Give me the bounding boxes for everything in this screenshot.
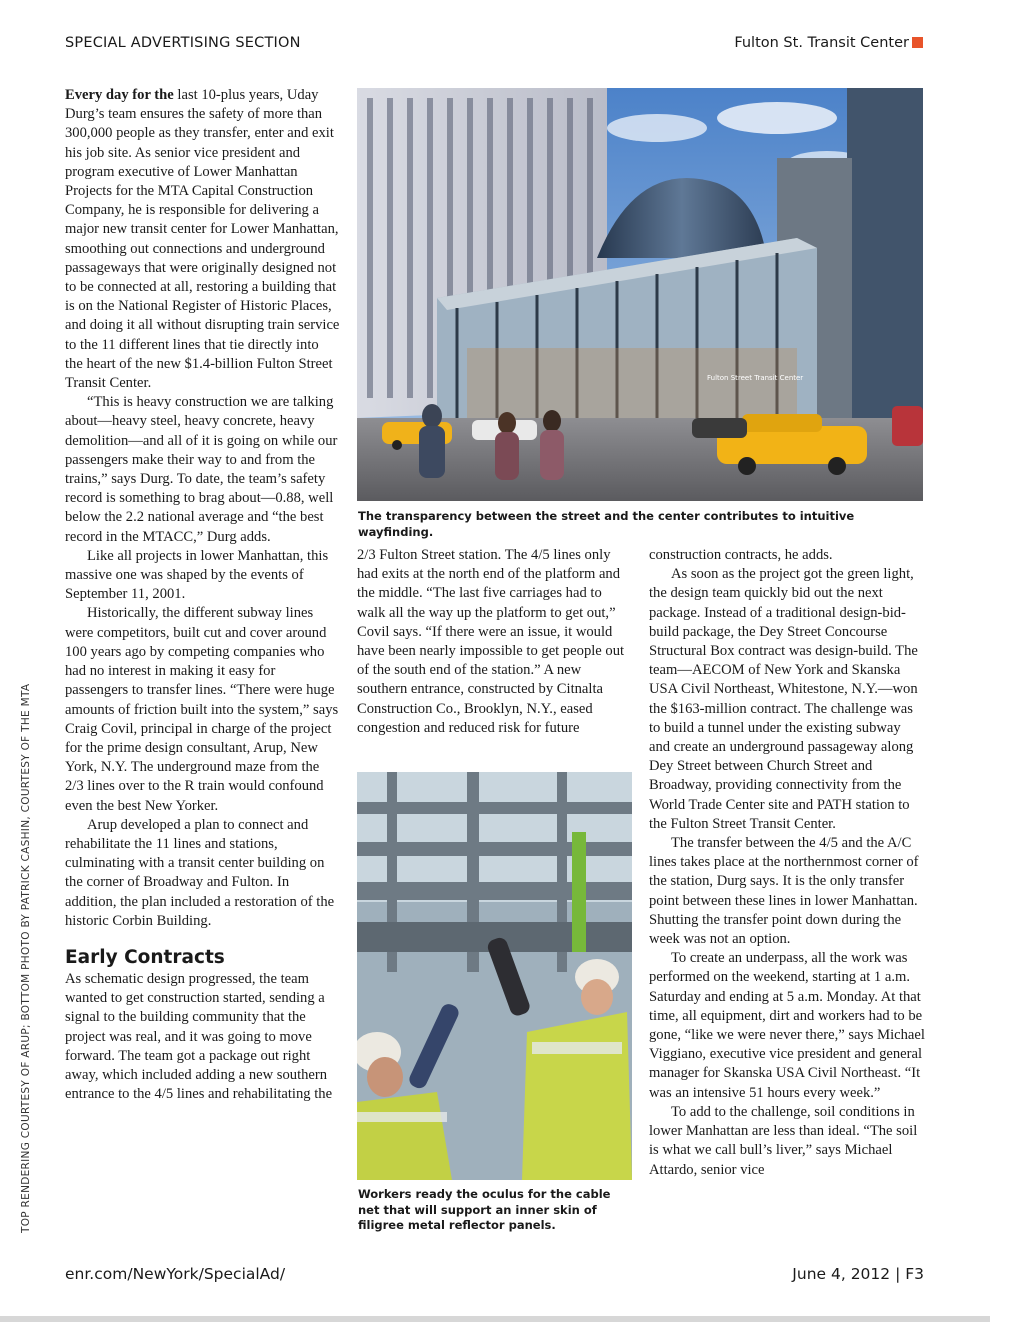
subhead: Early Contracts [65,946,225,968]
article-column-1 [65,86,340,1104]
paragraph: To create an underpass, all the work was performed on the weekend, starting at 1 a.m. Saturday and ending at 5 a.m. Monday. At that time, all equipment, dirt and workers had to be gone, “like we were never there,” says Michael Viggiano, executive vice president and general manager for Skanska USA Civil Northeast. “It was an intensive 51 hours every week.” [649,950,925,1101]
paragraph: Historically, the different subway lines were competitors, built cut and cover around 100 years ago by competing companies who had no interest in making it easy for passengers to transfer lines. “There were huge amounts of friction built into the system,” says Craig Covil, principal in charge of the project for the prime design consultant, Arup, New York, N.Y. The underground maze from the 2/3 lines over to the R train would confound even the best New Yorker. [65,605,339,814]
paragraph-text: last 10-plus years, Uday Durg’s team ensures the safety of more than 300,000 people as they transfer, enter and exit his job site. As senior vice president and program executive of Lower Manhattan Projects for the MTA Capital Construction Company, he is responsible for delivering a major new transit center for Lower Manhattan, smoothing out connections and underground passageways that were originally designed not to be connected at all, restoring a building that is on the National Register of Historic Places, and doing it all without disrupting train service to the 11 different lines that tie directly into the heart of the new $1.4-billion Fulton Street Transit Center. [65,87,340,392]
orange-marker-icon [912,37,923,48]
paragraph: Like all projects in lower Manhattan, this massive one was shaped by the events of September 11, 2001. [65,547,329,603]
lead-in: Every day for the [65,87,174,103]
paragraph: “This is heavy construction we are talking about—heavy steel, heavy concrete, heavy demolition—and all of it is going on while our passengers make their way to and from the trains,” says Durg. To date, the team’s safety record is something to brag about—0.88, well below the 2.2 national average and “the best record in the MTACC,” Durg adds. [65,394,338,545]
header-topic: Fulton St. Transit Center [734,35,909,51]
paragraph: As schematic design progressed, the team wanted to get construction started, sending a signal to the building community that the project was real, and it was going to move forward. The team got a package out right away, which included adding a new southern entrance to the 4/5 lines and rehabilitating the [65,970,333,1103]
article-column-3 [649,546,925,1180]
workers-photo [357,772,632,1180]
transit-center-rendering [357,88,923,501]
bottom-photo-caption: Workers ready the oculus for the cable net that will support an inner skin of filigree metal reflector panels. [358,1187,611,1232]
paragraph [65,86,340,393]
top-photo-caption: The transparency between the street and the center contributes to intuitive wayfinding. [358,509,855,539]
paragraph: To add to the challenge, soil conditions in lower Manhattan are less than ideal. “The soil is what we call bull’s liver,” says Michael Attardo, senior vice [649,1103,918,1178]
paragraph: As soon as the project got the green light, the design team quickly bid out the next package. Instead of a traditional design-bid-build package, the Dey Street Concourse Structural Box contract was design-build. The team—AECOM of New York and Skanska USA Civil Northeast, Whitestone, N.Y.—won the $163-million contract. The challenge was to build a tunnel under the existing subway and create an underground passageway along Dey Street between Church Street and Broadway, providing connectivity from the World Trade Center site and PATH station to the Fulton Street Transit Center. [649,566,918,832]
paragraph: construction contracts, he adds. [649,547,833,563]
paragraph: The transfer between the 4/5 and the A/C lines takes place at the northernmost corner of the station, Durg says. It is the only transfer point between these lines in lower Manhattan. Shutting the transfer point down during the week was not an option. [649,835,919,948]
bottom-divider [0,1316,990,1322]
article-column-2 [357,546,632,738]
photo-credit: TOP RENDERING COURTESY OF ARUP; BOTTOM PHOTO BY PATRICK CASHIN, COURTESY OF THE MTA [20,683,32,1233]
transit-center-sign: Fulton Street Transit Center [707,374,804,382]
paragraph: 2/3 Fulton Street station. The 4/5 lines only had exits at the north end of the platform and the middle. “The last five carriages had to walk all the way up the platform to get out,” Covil says. “If there were an issue, it would have been nearly impossible to get people out of the south end of the station.” A new southern entrance, constructed by Citnalta Construction Co., Brooklyn, N.Y., eased congestion and reduced risk for future [357,547,625,736]
header-section-label: SPECIAL ADVERTISING SECTION [65,35,301,51]
paragraph: Arup developed a plan to connect and rehabilitate the 11 lines and stations, culminating with a transit center building on the corner of Broadway and Fulton. In addition, the plan included a restoration of the historic Corbin Building. [65,816,335,929]
footer-date-page: June 4, 2012 | F3 [792,1265,924,1283]
footer-url[interactable]: enr.com/NewYork/SpecialAd/ [65,1265,286,1283]
